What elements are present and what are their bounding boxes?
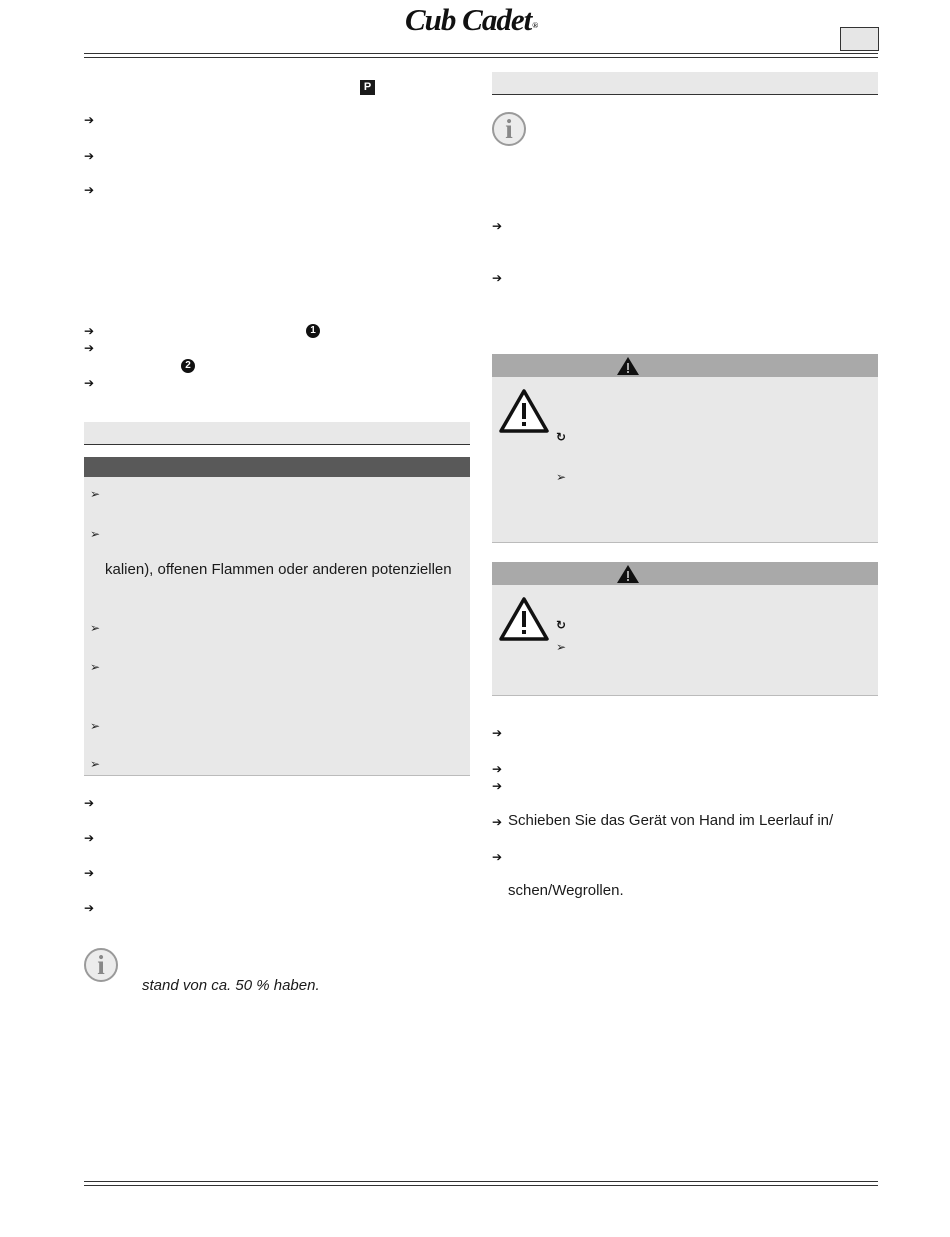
safety-text-line: kalien), offenen Flammen oder anderen potenziellen bbox=[105, 561, 452, 578]
warning-triangle-icon bbox=[498, 596, 550, 642]
footer-divider bbox=[84, 1181, 878, 1186]
arrow-icon: ➔ bbox=[492, 219, 503, 233]
push-instruction-text: Schieben Sie das Gerät von Hand im Leerlauf in/ bbox=[508, 812, 834, 829]
section-heading-bar bbox=[84, 422, 470, 444]
arrow-icon: ➔ bbox=[84, 901, 95, 915]
arrow-icon: ➔ bbox=[84, 376, 95, 390]
arrow-icon: ➔ bbox=[84, 796, 95, 810]
safety-box bbox=[84, 477, 470, 775]
brand-logo-text: Cub Cadet bbox=[405, 2, 532, 37]
chevron-icon: ➢ bbox=[556, 640, 567, 654]
chevron-icon: ➢ bbox=[90, 487, 101, 501]
arrow-icon: ➔ bbox=[84, 831, 95, 845]
step-one-icon: 1 bbox=[306, 324, 320, 338]
push-instruction-text-continued: schen/Wegrollen. bbox=[508, 882, 624, 899]
section-heading-bar bbox=[492, 72, 878, 94]
warning-box-bottom-rule bbox=[492, 695, 878, 696]
warning-header-icon bbox=[616, 564, 640, 584]
park-icon: P bbox=[360, 80, 375, 95]
arrow-icon: ➔ bbox=[84, 149, 95, 163]
warning-header-icon bbox=[616, 356, 640, 376]
arrow-icon: ➔ bbox=[84, 183, 95, 197]
info-note-text: stand von ca. 50 % haben. bbox=[142, 977, 320, 994]
undo-icon: ↻ bbox=[556, 618, 567, 632]
info-icon: i bbox=[84, 948, 118, 982]
section-heading-underline bbox=[492, 94, 878, 95]
arrow-icon: ➔ bbox=[492, 726, 503, 740]
chevron-icon: ➢ bbox=[556, 470, 567, 484]
arrow-icon: ➔ bbox=[492, 762, 503, 776]
warning-triangle-icon bbox=[498, 388, 550, 434]
arrow-icon: ➔ bbox=[84, 341, 95, 355]
warning-box-header bbox=[492, 562, 878, 585]
undo-icon: ↻ bbox=[556, 430, 567, 444]
info-icon: i bbox=[492, 112, 526, 146]
arrow-icon: ➔ bbox=[84, 866, 95, 880]
arrow-icon: ➔ bbox=[492, 271, 503, 285]
chevron-icon: ➢ bbox=[90, 621, 101, 635]
arrow-icon: ➔ bbox=[84, 113, 95, 127]
arrow-icon: ➔ bbox=[492, 815, 503, 829]
chevron-icon: ➢ bbox=[90, 660, 101, 674]
warning-box-header bbox=[492, 354, 878, 377]
arrow-icon: ➔ bbox=[492, 850, 503, 864]
safety-box-bottom-rule bbox=[84, 775, 470, 776]
chevron-icon: ➢ bbox=[90, 757, 101, 771]
language-tab-box bbox=[840, 27, 879, 51]
chevron-icon: ➢ bbox=[90, 719, 101, 733]
header-divider bbox=[84, 53, 878, 58]
section-heading-underline bbox=[84, 444, 470, 445]
warning-box-bottom-rule bbox=[492, 542, 878, 543]
arrow-icon: ➔ bbox=[492, 779, 503, 793]
chevron-icon: ➢ bbox=[90, 527, 101, 541]
registered-mark: ® bbox=[532, 21, 538, 30]
safety-box-header bbox=[84, 457, 470, 477]
step-two-icon: 2 bbox=[181, 359, 195, 373]
brand-logo bbox=[405, 2, 537, 38]
arrow-icon: ➔ bbox=[84, 324, 95, 338]
